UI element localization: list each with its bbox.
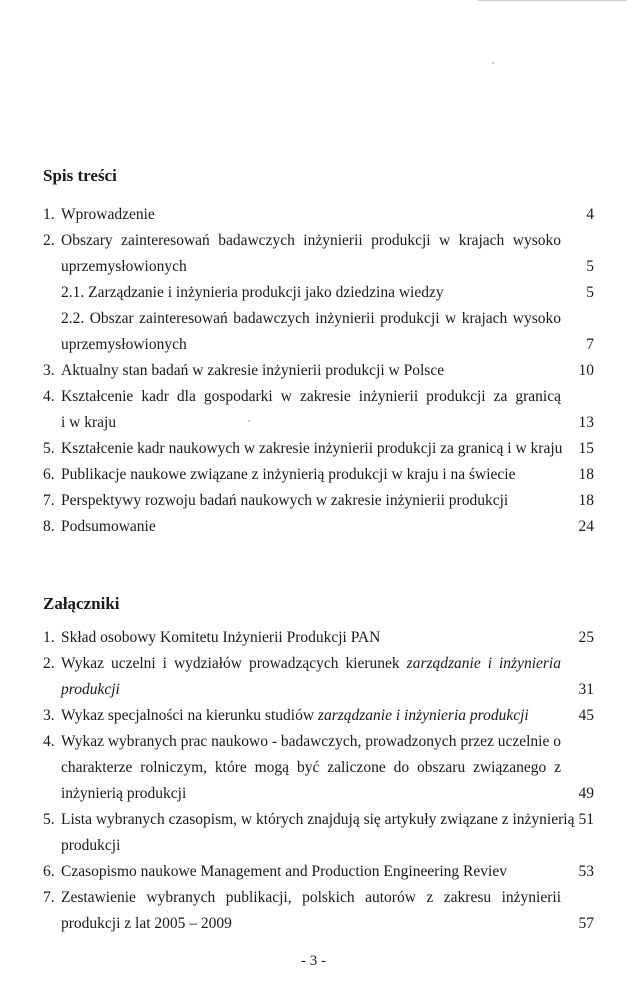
entry-number: 6.: [43, 466, 55, 483]
entry-page: 15: [578, 440, 594, 457]
entry-number: 5.: [43, 811, 55, 828]
appendix-entry[interactable]: [0, 705, 627, 727]
entry-number: 6.: [43, 863, 55, 880]
page-number: - 3 -: [301, 953, 326, 969]
appendix-entry-continuation: [0, 835, 627, 857]
appendix-entry[interactable]: [0, 887, 627, 909]
appendix-entry[interactable]: [0, 861, 627, 883]
entry-page: 57: [578, 915, 594, 932]
entry-page: 24: [578, 518, 594, 535]
entry-title-plain: Wykaz uczelni i wydziałów prowadzących kierunek: [61, 655, 400, 672]
entry-title: Perspektywy rozwoju badań naukowych w zakresie inżynierii produkcji: [61, 492, 509, 509]
entry-number: 3.: [43, 707, 55, 724]
entry-number: 2.: [43, 232, 55, 249]
toc-entry[interactable]: [0, 464, 627, 486]
entry-title: [61, 705, 529, 727]
toc-entry-continuation: [0, 334, 627, 356]
appendix-entry[interactable]: [0, 731, 627, 753]
toc-entry[interactable]: [0, 386, 627, 408]
entry-title: Obszary zainteresowań badawczych inżynierii produkcji w krajach wysoko: [61, 232, 561, 249]
entry-title-continued: produkcji z lat 2005 – 2009: [61, 915, 232, 932]
entry-page: 25: [578, 629, 594, 646]
entry-number: 7.: [43, 889, 55, 906]
entry-title: Czasopismo naukowe Management and Production Engineering Reviev: [61, 863, 507, 880]
entry-page: 18: [578, 466, 594, 483]
entry-number: 2.: [43, 655, 55, 672]
entry-number: 4.: [43, 733, 55, 750]
appendix-entry-continuation: [0, 913, 627, 935]
entry-page: 7: [586, 336, 594, 353]
toc-entry[interactable]: [0, 230, 627, 252]
entry-page: 31: [578, 681, 594, 698]
entry-number: 1.: [43, 629, 55, 646]
entry-title-continued: i w kraju: [61, 414, 117, 431]
toc-entry-continuation: [0, 256, 627, 278]
entry-page: 13: [578, 414, 594, 431]
toc-entry[interactable]: [0, 360, 627, 382]
entry-title-continued: inżynierią produkcji: [61, 785, 187, 802]
entry-title-continued: uprzemysłowionych: [61, 336, 187, 353]
appendix-entry[interactable]: [0, 653, 627, 675]
entry-title: Kształcenie kadr naukowych w zakresie inżynierii produkcji za granicą i w kraju: [61, 440, 563, 457]
appendix-entry-continuation: [0, 679, 627, 701]
toc-entry[interactable]: [0, 490, 627, 512]
toc-entry[interactable]: [0, 204, 627, 226]
entry-title: Lista wybranych czasopism, w których znajdują się artykuły związane z inżynierią: [61, 811, 575, 828]
entry-page: 18: [578, 492, 594, 509]
entry-title: Kształcenie kadr dla gospodarki w zakresie inżynierii produkcji za granicą: [61, 388, 561, 405]
entry-title-continued: uprzemysłowionych: [61, 258, 187, 275]
appendix-title: Załączniki: [43, 594, 120, 613]
entry-page: 5: [586, 258, 594, 275]
entry-title: Aktualny stan badań w zakresie inżynierii produkcji w Polsce: [61, 362, 445, 379]
entry-page: 10: [578, 362, 594, 379]
entry-title: Skład osobowy Komitetu Inżynierii Produkcji PAN: [61, 629, 381, 646]
appendix-entry-continuation: [0, 783, 627, 805]
entry-number: 1.: [43, 206, 55, 223]
toc-entry[interactable]: [0, 516, 627, 538]
scan-speck: [492, 62, 494, 64]
entry-title: Podsumowanie: [61, 518, 156, 535]
entry-page: 5: [586, 284, 594, 301]
entry-number: 7.: [43, 492, 55, 509]
entry-number: 8.: [43, 518, 55, 535]
entry-number: 5.: [43, 440, 55, 457]
toc-title: Spis treści: [43, 166, 117, 185]
entry-title-continued: produkcji: [61, 837, 121, 854]
toc-entry-continuation: [0, 412, 627, 434]
toc-subentry[interactable]: [0, 282, 627, 304]
entry-number: 3.: [43, 362, 55, 379]
entry-page: 53: [578, 863, 594, 880]
scan-edge-line: [478, 0, 627, 1]
appendix-entry-continuation: [0, 757, 627, 779]
entry-page: 51: [578, 811, 594, 828]
entry-number: 4.: [43, 388, 55, 405]
entry-title-plain: Wykaz specjalności na kierunku studiów: [61, 707, 315, 724]
toc-subentry[interactable]: [0, 308, 627, 330]
entry-title: [61, 653, 561, 675]
entry-title: Wykaz wybranych prac naukowo - badawczych, prowadzonych przez uczelnie o: [61, 733, 561, 750]
entry-title: 2.2. Obszar zainteresowań badawczych inżynierii produkcji w krajach wysoko: [61, 310, 561, 327]
entry-title-italic: zarządzanie i inżynieria: [406, 655, 561, 672]
entry-title-continued: charakterze rolniczym, które mogą być zaliczone do obszaru związanego z: [61, 759, 561, 776]
entry-title: Publikacje naukowe związane z inżynierią produkcji w kraju i na świecie: [61, 466, 516, 483]
entry-title: 2.1. Zarządzanie i inżynieria produkcji jako dziedzina wiedzy: [61, 284, 444, 301]
entry-title: Wprowadzenie: [61, 206, 155, 223]
appendix-entry[interactable]: [0, 627, 627, 649]
entry-page: 4: [586, 206, 594, 223]
entry-page: 45: [578, 707, 594, 724]
entry-title: Zestawienie wybranych publikacji, polskich autorów z zakresu inżynierii: [61, 889, 561, 906]
appendix-entry[interactable]: [0, 809, 627, 831]
entry-title-italic: zarządzanie i inżynieria produkcji: [317, 707, 529, 724]
entry-page: 49: [578, 785, 594, 802]
entry-title-continued: produkcji: [61, 681, 120, 698]
toc-entry[interactable]: [0, 438, 627, 460]
